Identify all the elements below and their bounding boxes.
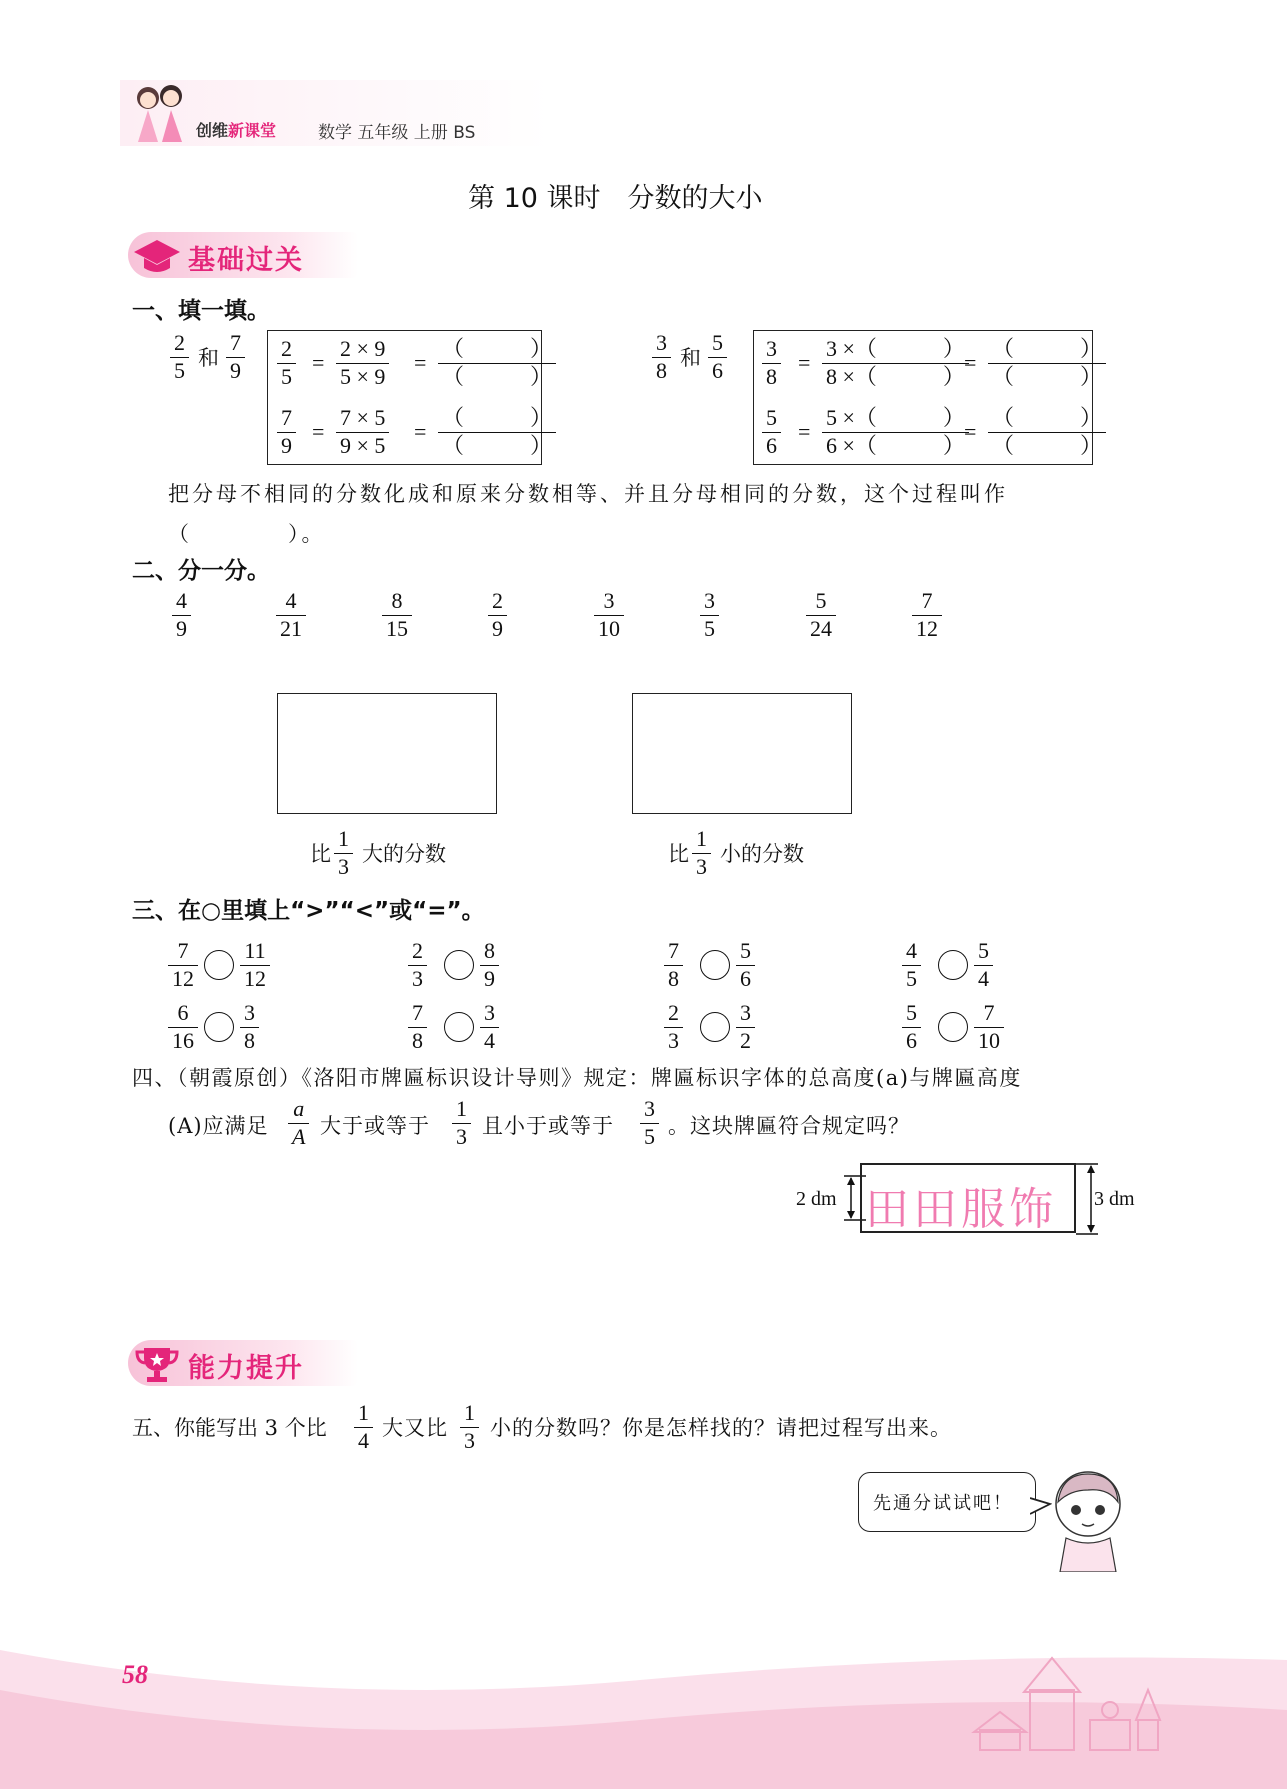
q3-row2-left-frac-1: 6 16: [168, 1002, 198, 1052]
q4-frac-aA: a A: [288, 1098, 309, 1148]
q1-title: 一、填一填。: [132, 298, 270, 324]
q3-row1-right-frac-3: 5 6: [736, 940, 755, 990]
q5-frac-a: 1 4: [354, 1402, 373, 1452]
subject-label: 数学 五年级 上册 BS: [318, 123, 476, 143]
q2-label-smaller-pre: 比: [668, 842, 689, 866]
q1-right-row2-frac: 5 6: [762, 407, 781, 457]
equals-sign: =: [798, 419, 811, 444]
q3-row1-left-frac-4: 4 5: [902, 940, 921, 990]
q1-left-row2-mid: 7 × 5 9 × 5: [336, 407, 389, 457]
q2-box-smaller[interactable]: [632, 693, 852, 814]
q2-label-smaller-frac: 1 3: [692, 828, 711, 878]
equals-sign: =: [414, 350, 427, 375]
q5-mid: 大又比: [382, 1416, 448, 1440]
q3-row2-right-frac-1: 3 8: [240, 1002, 259, 1052]
q5-pre-text: 五、你能写出 3 个比: [132, 1416, 327, 1440]
q1-right-row1-blank[interactable]: （ ） （ ）: [988, 338, 1106, 388]
q1-right-row2-mid[interactable]: 5 ×（ ） 6 ×（ ）: [822, 407, 969, 457]
compare-circle[interactable]: [938, 950, 968, 980]
q3-row1-left-frac-2: 2 3: [408, 940, 427, 990]
q1-sentence-line1: 把分母不相同的分数化成和原来分数相等、并且分母相同的分数，这个过程叫作: [168, 482, 1008, 506]
lesson-title: 第 10 课时 分数的大小: [468, 183, 763, 214]
q3-row2-left-frac-4: 5 6: [902, 1002, 921, 1052]
q2-title: 二、分一分。: [132, 558, 270, 584]
q4-frac-3-5: 3 5: [640, 1098, 659, 1148]
q3-row1-right-frac-1: 11 12: [240, 940, 270, 990]
q1-right-frac-b: 5 6: [708, 332, 727, 382]
trophy-icon: [134, 1344, 180, 1384]
shop-sign-text: 田田服饰: [865, 1184, 1057, 1235]
q5-post: 小的分数吗？你是怎样找的？请把过程写出来。: [490, 1416, 952, 1440]
q1-left-frac-a: 2 5: [170, 332, 189, 382]
q2-fraction-2: 4 21: [276, 590, 306, 640]
equals-sign: =: [312, 350, 325, 375]
q2-fraction-4: 2 9: [488, 590, 507, 640]
q2-label-greater-post: 大的分数: [362, 842, 446, 866]
q1-left-row1-frac: 2 5: [277, 338, 296, 388]
q3-row1-left-frac-3: 7 8: [664, 940, 683, 990]
equals-sign: =: [964, 419, 977, 444]
q2-box-greater[interactable]: [277, 693, 497, 814]
section-banner-basic: 基础过关: [128, 232, 358, 278]
compare-circle[interactable]: [204, 950, 234, 980]
girl-illustration-icon: [1048, 1468, 1128, 1572]
compare-circle[interactable]: [938, 1012, 968, 1042]
q3-title: 三、在○里填上“>”“<”或“=”。: [132, 898, 485, 924]
q1-left-and: 和: [198, 346, 222, 370]
brand-name: 创维新课堂: [196, 121, 277, 140]
compare-circle[interactable]: [444, 950, 474, 980]
q1-right-row2-blank[interactable]: （ ） （ ）: [988, 407, 1106, 457]
page-number: 58: [122, 1660, 148, 1689]
q4-line1: 四、（朝霞原创）《洛阳市牌匾标识设计导则》规定：牌匾标识字体的总高度(a)与牌匾高度: [132, 1066, 1022, 1090]
graduation-cap-icon: [132, 236, 182, 276]
q1-right-row1-mid[interactable]: 3 ×（ ） 8 ×（ ）: [822, 338, 969, 388]
q1-left-row2-frac: 7 9: [277, 407, 296, 457]
q4-line2-d: 。这块牌匾符合规定吗？: [668, 1114, 910, 1138]
equals-sign: =: [964, 350, 977, 375]
compare-circle[interactable]: [444, 1012, 474, 1042]
q2-fraction-6: 3 5: [700, 590, 719, 640]
compare-circle[interactable]: [700, 1012, 730, 1042]
q2-fraction-1: 4 9: [172, 590, 191, 640]
q3-row2-right-frac-4: 7 10: [974, 1002, 1004, 1052]
q1-left-row1-blank[interactable]: （ ） （ ）: [438, 338, 556, 388]
speech-bubble-text: 先通分试试吧！: [873, 1493, 1013, 1514]
header-bar: [120, 80, 550, 146]
equals-sign: =: [312, 419, 325, 444]
q2-label-greater-frac: 1 3: [334, 828, 353, 878]
q4-line2-a: (A)应满足: [168, 1114, 269, 1138]
q5-pre: [132, 1412, 327, 1442]
q1-right-frac-a: 3 8: [652, 332, 671, 382]
q1-left-row1-mid: 2 × 9 5 × 9: [336, 338, 389, 388]
q5-frac-b: 1 3: [460, 1402, 479, 1452]
shop-sign: [860, 1163, 1076, 1233]
castle-illustration-icon: [960, 1650, 1190, 1760]
q2-fraction-3: 8 15: [382, 590, 412, 640]
q3-row2-right-frac-3: 3 2: [736, 1002, 755, 1052]
q1-sentence-line2[interactable]: （ ）。: [168, 522, 326, 546]
q3-row1-left-frac-1: 7 12: [168, 940, 198, 990]
q2-fraction-7: 5 24: [806, 590, 836, 640]
q2-label-smaller-post: 小的分数: [720, 842, 804, 866]
sign-dim-left: 2 dm: [796, 1188, 837, 1210]
q3-row1-right-frac-4: 5 4: [974, 940, 993, 990]
q1-left-frac-b: 7 9: [226, 332, 245, 382]
q4-line2-c: 且小于或等于: [482, 1114, 614, 1138]
compare-circle[interactable]: [700, 950, 730, 980]
q4-frac-1-3: 1 3: [452, 1098, 471, 1148]
q2-fraction-8: 7 12: [912, 590, 942, 640]
q3-row2-left-frac-2: 7 8: [408, 1002, 427, 1052]
section-banner-advanced: 能力提升: [128, 1340, 358, 1386]
q2-fraction-5: 3 10: [594, 590, 624, 640]
q2-label-greater-pre: 比: [310, 842, 331, 866]
q1-left-row2-blank[interactable]: （ ） （ ）: [438, 407, 556, 457]
sign-dim-right: 3 dm: [1094, 1188, 1135, 1210]
girls-illustration-icon: [126, 80, 196, 146]
equals-sign: =: [414, 419, 427, 444]
equals-sign: =: [798, 350, 811, 375]
speech-bubble: [858, 1472, 1036, 1532]
q3-row2-left-frac-3: 2 3: [664, 1002, 683, 1052]
q1-right-row1-frac: 3 8: [762, 338, 781, 388]
q4-line2-b: 大于或等于: [320, 1114, 430, 1138]
q1-right-and: 和: [680, 346, 704, 370]
compare-circle[interactable]: [204, 1012, 234, 1042]
q3-row2-right-frac-2: 3 4: [480, 1002, 499, 1052]
q3-row1-right-frac-2: 8 9: [480, 940, 499, 990]
